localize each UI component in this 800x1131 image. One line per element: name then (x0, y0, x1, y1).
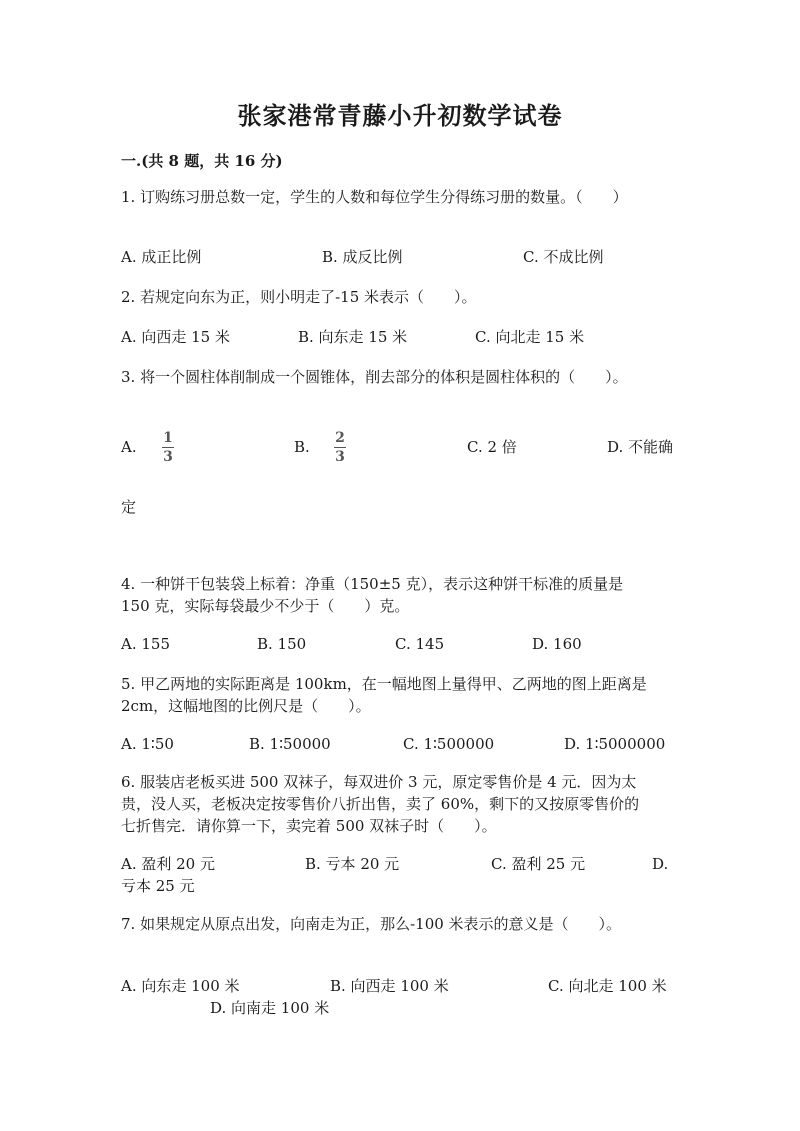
section-heading: 一.(共 8 题，共 16 分) (121, 152, 283, 170)
question-5-option-c: C. 1∶500000 (403, 735, 495, 753)
question-5-text-line2: 2cm，这幅地图的比例尺是（ ）。 (121, 697, 371, 715)
question-4-option-b: B. 150 (257, 635, 307, 653)
question-3-option-c: C. 2 倍 (467, 438, 517, 456)
fraction-numerator: 1 (163, 430, 173, 446)
question-6-text-line1: 6. 服装店老板买进 500 双袜子，每双进价 3 元，原定零售价是 4 元．因为太 (121, 773, 637, 791)
question-7-option-c: C. 向北走 100 米 (548, 977, 667, 995)
question-3-option-b: B. (294, 438, 310, 456)
fraction-two-thirds (334, 430, 346, 465)
question-5-option-a: A. 1∶50 (121, 735, 174, 753)
question-5-text-line1: 5. 甲乙两地的实际距离是 100km，在一幅地图上量得甲、乙两地的图上距离是 (121, 675, 647, 693)
question-2-option-c: C. 向北走 15 米 (475, 328, 585, 346)
question-4-option-a: A. 155 (121, 635, 170, 653)
question-6-option-a: A. 盈利 20 元 (121, 855, 215, 873)
fraction-numerator: 2 (335, 430, 345, 446)
question-1-option-c: C. 不成比例 (523, 248, 604, 266)
question-7-option-a: A. 向东走 100 米 (121, 977, 240, 995)
question-2-text: 2. 若规定向东为正，则小明走了-15 米表示（ ）。 (121, 288, 477, 306)
question-6-text-line2: 贵，没人买，老板决定按零售价八折出售，卖了 60%，剩下的又按原零售价的 (121, 795, 640, 813)
question-3-text: 3. 将一个圆柱体削制成一个圆锥体，削去部分的体积是圆柱体积的（ ）。 (121, 368, 628, 386)
question-3-option-a: A. (121, 438, 137, 456)
question-6-option-b: B. 亏本 20 元 (305, 855, 400, 873)
fraction-bar (334, 447, 346, 448)
question-7-text: 7. 如果规定从原点出发，向南走为正，那么-100 米表示的意义是（ ）。 (121, 915, 622, 933)
question-4-option-c: C. 145 (395, 635, 445, 653)
question-5-option-d: D. 1∶5000000 (564, 735, 666, 753)
question-3-option-d-tail: 定 (121, 498, 137, 516)
question-6-option-c: C. 盈利 25 元 (491, 855, 586, 873)
question-5-option-b: B. 1∶50000 (249, 735, 331, 753)
question-1-option-a: A. 成正比例 (121, 248, 202, 266)
fraction-denominator: 3 (335, 449, 345, 465)
question-6-text-line3: 七折售完．请你算一下，卖完着 500 双袜子时（ ）。 (121, 817, 497, 835)
question-1-option-b: B. 成反比例 (322, 248, 403, 266)
question-3-option-d: D. 不能确 (607, 438, 674, 456)
question-6-option-d: D. (652, 855, 669, 873)
page-title: 张家港常青藤小升初数学试卷 (237, 101, 563, 130)
question-7-option-b: B. 向西走 100 米 (330, 977, 449, 995)
question-4-text-line2: 150 克，实际每袋最少不少于（ ）克。 (121, 597, 410, 615)
question-6-option-d-tail: 亏本 25 元 (121, 877, 195, 895)
fraction-denominator: 3 (163, 449, 173, 465)
question-2-option-a: A. 向西走 15 米 (121, 328, 230, 346)
fraction-one-third (162, 430, 174, 465)
question-1-text: 1. 订购练习册总数一定，学生的人数和每位学生分得练习册的数量。（ ） (121, 188, 628, 206)
fraction-bar (162, 447, 174, 448)
question-4-option-d: D. 160 (532, 635, 582, 653)
question-2-option-b: B. 向东走 15 米 (298, 328, 408, 346)
question-7-option-d: D. 向南走 100 米 (210, 999, 330, 1017)
question-4-text-line1: 4. 一种饼干包装袋上标着：净重（150±5 克），表示这种饼干标准的质量是 (121, 575, 624, 593)
